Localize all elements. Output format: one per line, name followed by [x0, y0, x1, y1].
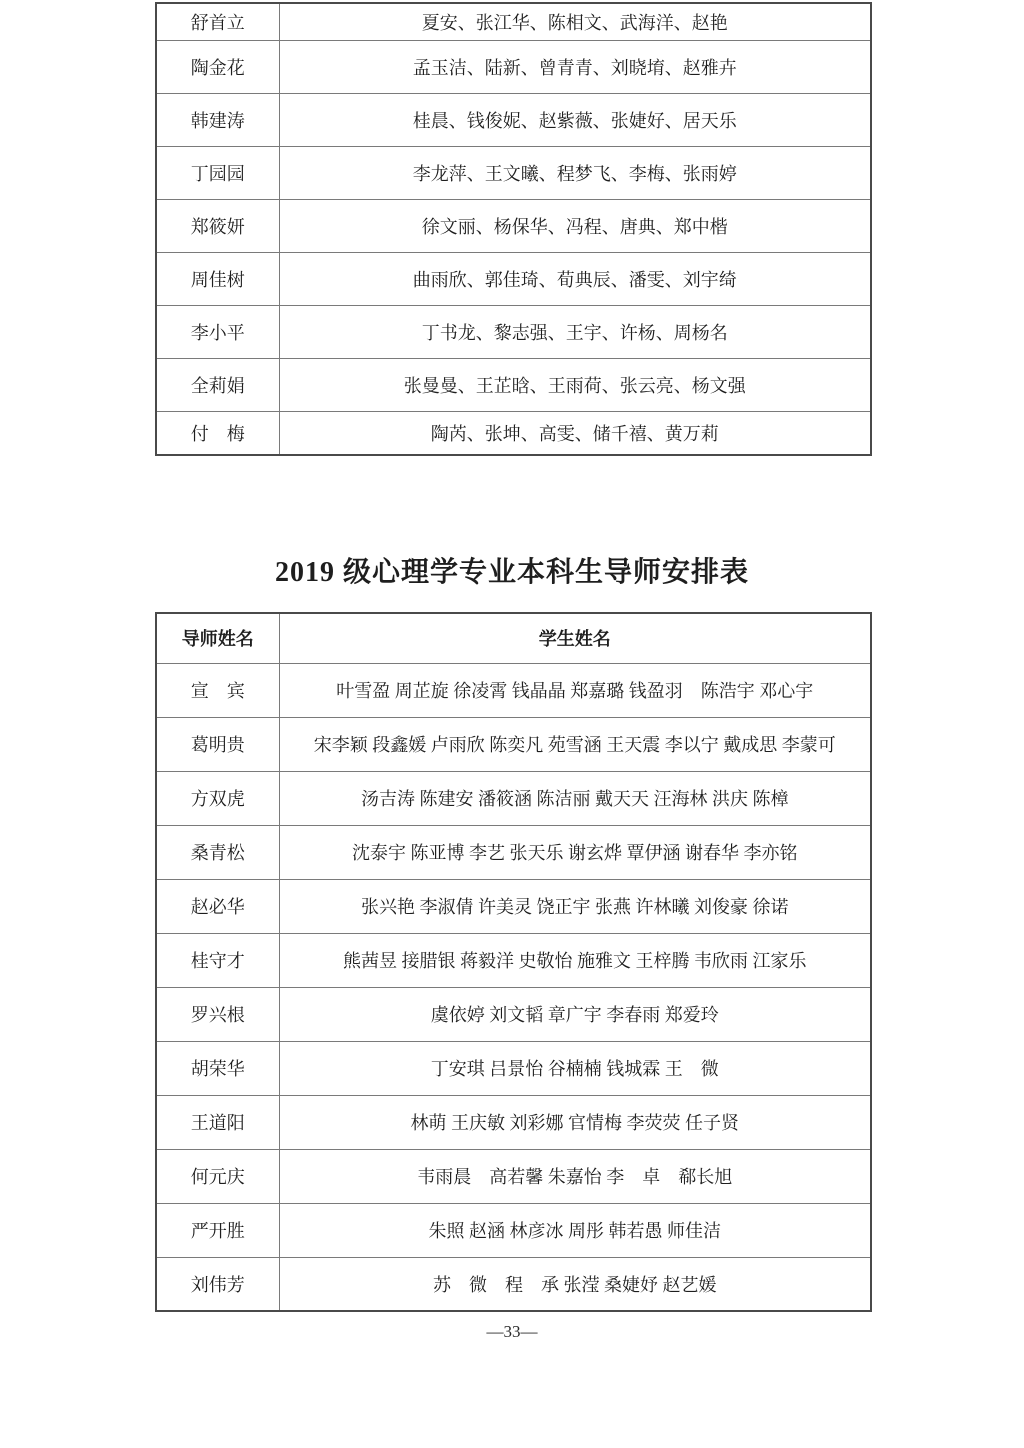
advisor-name-cell: 丁园园 — [156, 146, 279, 199]
student-names-cell: 张兴艳 李淑倩 许美灵 饶正宇 张燕 许林曦 刘俊豪 徐诺 — [279, 879, 871, 933]
advisor-name-cell: 王道阳 — [156, 1095, 279, 1149]
student-names-cell: 张曼曼、王芷晗、王雨荷、张云亮、杨文强 — [279, 358, 871, 411]
table-row — [156, 663, 871, 717]
student-names-cell: 汤吉涛 陈建安 潘筱涵 陈洁丽 戴天天 汪海林 洪庆 陈樟 — [279, 771, 871, 825]
table-row — [156, 771, 871, 825]
advisor-name-cell: 周佳树 — [156, 252, 279, 305]
student-names-cell: 丁书龙、黎志强、王宇、许杨、周杨名 — [279, 305, 871, 358]
student-names-cell: 林萌 王庆敏 刘彩娜 官情梅 李荧荧 任子贤 — [279, 1095, 871, 1149]
advisor-name-cell: 舒首立 — [156, 3, 279, 40]
student-names-cell: 李龙萍、王文曦、程梦飞、李梅、张雨婷 — [279, 146, 871, 199]
student-names-cell: 沈泰宇 陈亚博 李艺 张天乐 谢玄烨 覃伊涵 谢春华 李亦铭 — [279, 825, 871, 879]
advisor-name-cell: 葛明贵 — [156, 717, 279, 771]
table-row — [156, 3, 871, 40]
advisor-name-cell: 桑青松 — [156, 825, 279, 879]
table-header-row — [156, 613, 871, 663]
table-row — [156, 1257, 871, 1311]
table-row — [156, 358, 871, 411]
student-names-cell: 宋李颖 段鑫媛 卢雨欣 陈奕凡 苑雪涵 王天震 李以宁 戴成思 李蒙可 — [279, 717, 871, 771]
advisor-name-cell: 何元庆 — [156, 1149, 279, 1203]
table-row — [156, 717, 871, 771]
advisor-name-cell: 韩建涛 — [156, 93, 279, 146]
table-title: 2019 级心理学专业本科生导师安排表 — [274, 557, 749, 588]
table-row — [156, 1149, 871, 1203]
student-names-cell: 韦雨晨 高若馨 朱嘉怡 李 卓 郗长旭 — [279, 1149, 871, 1203]
advisor-name-cell: 罗兴根 — [156, 987, 279, 1041]
advisor-name-cell: 胡荣华 — [156, 1041, 279, 1095]
student-names-cell: 曲雨欣、郭佳琦、荀典辰、潘雯、刘宇绮 — [279, 252, 871, 305]
advisor-table-2019 — [155, 612, 872, 1312]
page-number: —33— — [486, 1322, 538, 1341]
table-row — [156, 199, 871, 252]
student-names-cell: 徐文丽、杨保华、冯程、唐典、郑中楷 — [279, 199, 871, 252]
table-row — [156, 40, 871, 93]
advisor-name-cell: 严开胜 — [156, 1203, 279, 1257]
table-row — [156, 825, 871, 879]
student-names-cell: 桂晨、钱俊妮、赵紫薇、张婕好、居天乐 — [279, 93, 871, 146]
advisor-table-continued — [155, 2, 872, 456]
table-row — [156, 146, 871, 199]
table-row — [156, 987, 871, 1041]
advisor-name-cell: 宣 宾 — [156, 663, 279, 717]
student-names-cell: 朱照 赵涵 林彦冰 周彤 韩若愚 师佳洁 — [279, 1203, 871, 1257]
student-names-cell: 熊茜昱 接腊银 蒋毅洋 史敬怡 施雅文 王梓腾 韦欣雨 江家乐 — [279, 933, 871, 987]
student-names-cell: 陶芮、张坤、高雯、储千禧、黄万莉 — [279, 411, 871, 455]
student-names-cell: 夏安、张江华、陈相文、武海洋、赵艳 — [279, 3, 871, 40]
table-row — [156, 411, 871, 455]
table-row — [156, 252, 871, 305]
student-names-cell: 苏 微 程 承 张滢 桑婕妤 赵艺媛 — [279, 1257, 871, 1311]
table-row — [156, 879, 871, 933]
col-header-advisor: 导师姓名 — [156, 613, 279, 663]
student-names-cell: 虞依婷 刘文韬 章广宇 李春雨 郑爱玲 — [279, 987, 871, 1041]
table-row — [156, 1203, 871, 1257]
student-names-cell: 孟玉洁、陆新、曾青青、刘晓堉、赵雅卉 — [279, 40, 871, 93]
table-row — [156, 933, 871, 987]
advisor-name-cell: 李小平 — [156, 305, 279, 358]
advisor-name-cell: 刘伟芳 — [156, 1257, 279, 1311]
col-header-students: 学生姓名 — [279, 613, 871, 663]
student-names-cell: 叶雪盈 周芷旋 徐凌霄 钱晶晶 郑嘉璐 钱盈羽 陈浩宇 邓心宇 — [279, 663, 871, 717]
table-row — [156, 305, 871, 358]
advisor-name-cell: 桂守才 — [156, 933, 279, 987]
table-row — [156, 93, 871, 146]
advisor-name-cell: 付 梅 — [156, 411, 279, 455]
advisor-name-cell: 陶金花 — [156, 40, 279, 93]
student-names-cell: 丁安琪 吕景怡 谷楠楠 钱城霖 王 微 — [279, 1041, 871, 1095]
table-row — [156, 1095, 871, 1149]
advisor-name-cell: 全莉娟 — [156, 358, 279, 411]
table-row — [156, 1041, 871, 1095]
advisor-name-cell: 方双虎 — [156, 771, 279, 825]
advisor-name-cell: 郑筱妍 — [156, 199, 279, 252]
advisor-name-cell: 赵必华 — [156, 879, 279, 933]
